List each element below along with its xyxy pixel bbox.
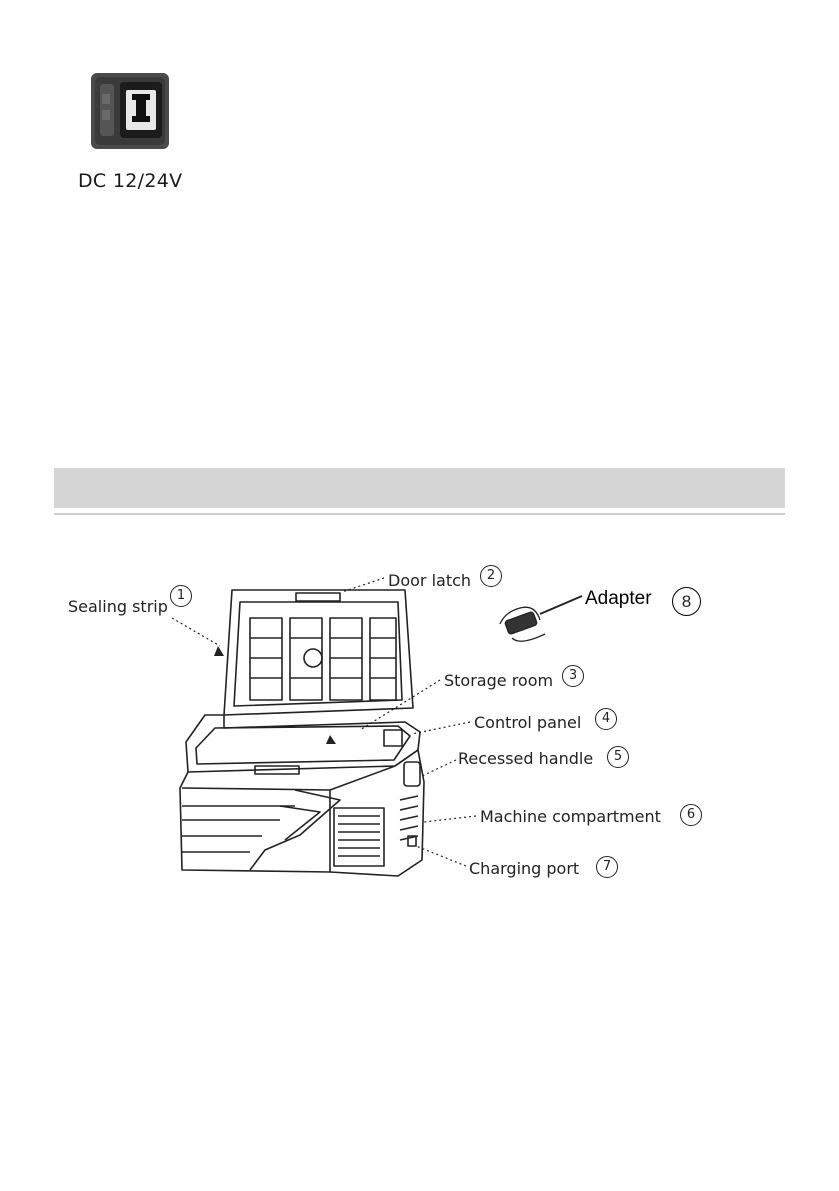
callout-control-panel-label: Control panel [474, 713, 582, 732]
callout-charging-port-label: Charging port [469, 859, 580, 878]
callout-door-latch-label: Door latch [388, 571, 472, 590]
callout-1-number: 1 [170, 585, 192, 607]
callout-8-number: 8 [672, 587, 701, 616]
callout-recessed-handle-label: Recessed handle [458, 749, 594, 768]
dc-voltage-label: DC 12/24V [78, 170, 183, 192]
section-header-bar [54, 468, 785, 508]
callout-adapter-label: Adapter [585, 588, 652, 609]
dc-socket-icon [90, 72, 170, 150]
callout-5-number: 5 [607, 746, 629, 768]
callout-6-number: 6 [680, 804, 702, 826]
callout-2-number: 2 [480, 565, 502, 587]
callout-machine-compartment-label: Machine compartment [480, 807, 661, 826]
product-diagram [0, 550, 839, 900]
callout-4-number: 4 [595, 708, 617, 730]
callout-storage-room-label: Storage room [444, 671, 554, 690]
callout-7-number: 7 [596, 856, 618, 878]
callout-sealing-strip-label: Sealing strip [68, 597, 168, 616]
section-divider [54, 513, 785, 515]
callout-3-number: 3 [562, 665, 584, 687]
